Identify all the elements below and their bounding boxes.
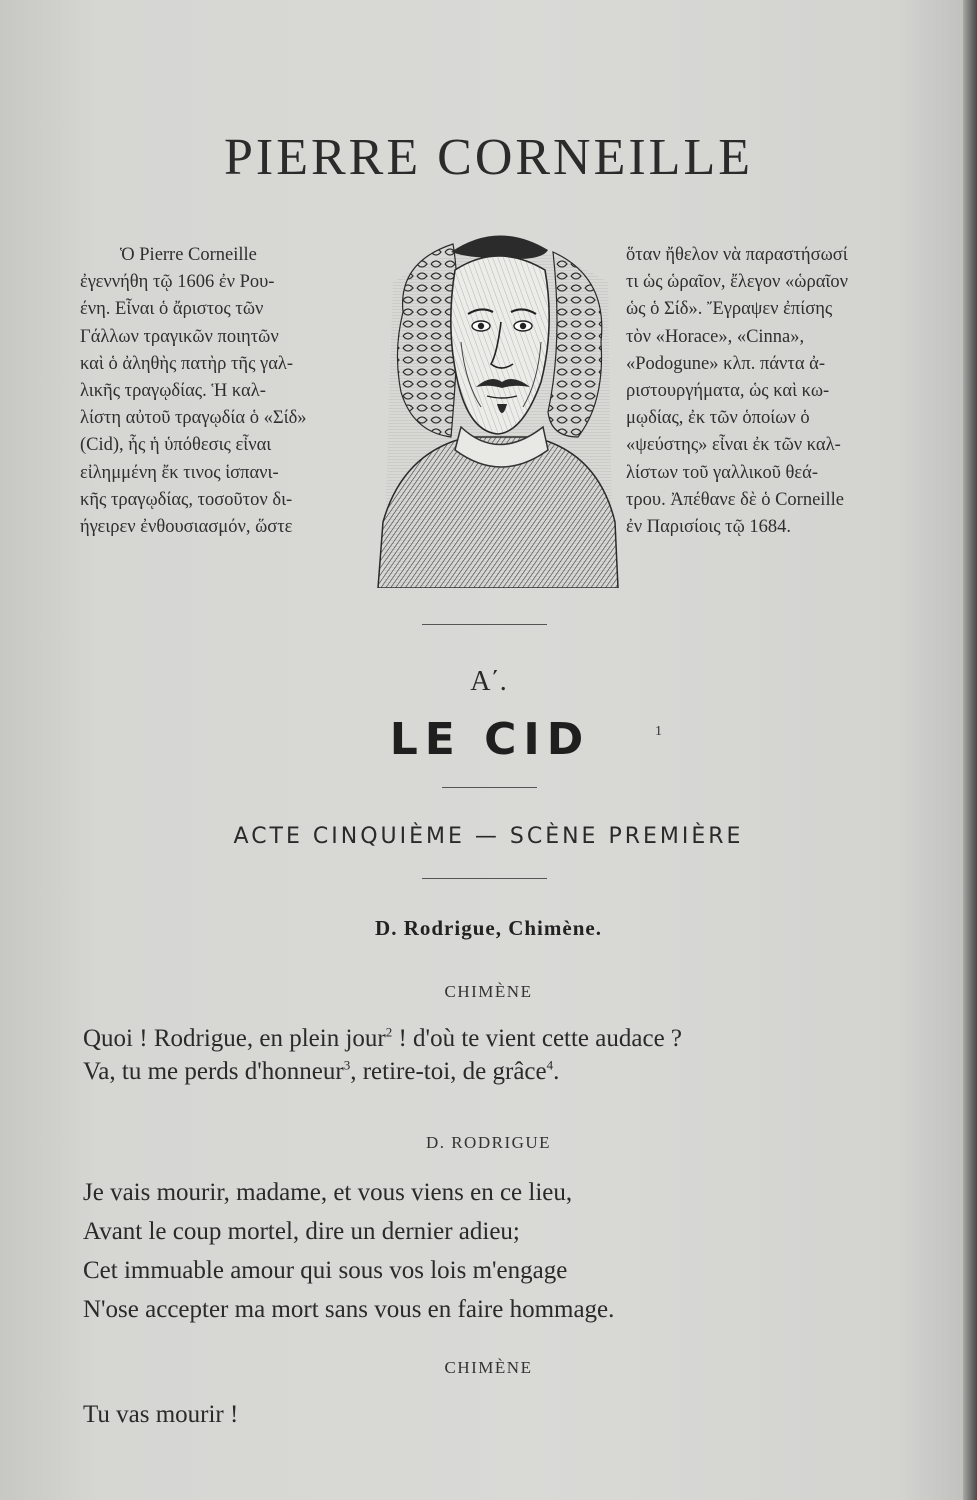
bio-left-line: εἰλημμένη ἔκ τινος ἱσπανι- xyxy=(80,462,279,483)
bio-right-line: «ψεύστης» εἶναι ἐκ τῶν καλ- xyxy=(626,435,841,456)
verse-block xyxy=(83,1022,682,1088)
act-number: A΄. xyxy=(470,666,507,697)
verse-text: , retire-toi, de grâce xyxy=(350,1058,547,1085)
verse-line xyxy=(83,1055,682,1088)
bio-left-line: Ὁ Pierre Corneille xyxy=(120,245,257,265)
footnote-marker: 4 xyxy=(546,1057,554,1073)
play-title-footnote: 1 xyxy=(655,724,662,739)
biography-left-column xyxy=(80,242,374,541)
bio-left-line: ήγειρεν ἐνθουσιασμόν, ὥστε xyxy=(80,517,293,538)
verse-text: . xyxy=(553,1058,560,1085)
speaker-name: D. RODRIGUE xyxy=(425,1133,552,1152)
bio-right-line: «Podogune» κλπ. πάντα ἀ- xyxy=(626,353,826,374)
verse-line: Tu vas mourir ! xyxy=(83,1401,239,1428)
verse-text: Quoi ! Rodrigue, en plein jour xyxy=(83,1025,386,1052)
speaker-name: CHIMÈNE xyxy=(444,982,533,1001)
bio-right-line: ὡς ὁ Σίδ». Ἔγραψεν ἐπίσης xyxy=(626,299,833,320)
verse-line: Avant le coup mortel, dire un dernier adieu; xyxy=(83,1218,520,1245)
corneille-portrait-image xyxy=(373,222,623,588)
bio-left-line: λίστη αὐτοῦ τραγῳδία ὁ «Σίδ» xyxy=(80,408,307,429)
bio-right-line: μῳδίας, ἐκ τῶν ὁποίων ὁ xyxy=(626,408,810,429)
bio-left-line: (Cid), ἧς ἡ ὑπόθεσις εἶναι xyxy=(80,435,272,456)
divider-rule xyxy=(422,878,547,879)
verse-block xyxy=(83,1398,238,1431)
biography-right-column xyxy=(626,242,908,541)
bio-left-line: Γάλλων τραγικῶν ποιητῶν xyxy=(80,326,279,347)
verse-line: N'ose accepter ma mort sans vous en faire hommage. xyxy=(83,1296,615,1323)
verse-text: Va, tu me perds d'honneur xyxy=(83,1058,344,1085)
character-list: D. Rodrigue, Chimène. xyxy=(375,916,602,940)
bio-right-line: ἐν Παρισίοις τῷ 1684. xyxy=(626,517,792,538)
speaker-name: CHIMÈNE xyxy=(444,1358,533,1377)
bio-right-line: τὸν «Horace», «Cinna», xyxy=(626,326,805,347)
verse-line: Je vais mourir, madame, et vous viens en ce lieu, xyxy=(83,1179,573,1206)
bio-right-line: ριστουργήματα, ὡς καὶ κω- xyxy=(626,381,830,402)
divider-rule xyxy=(422,624,547,625)
divider-rule xyxy=(442,787,537,788)
bio-left-line: ένη. Εἶναι ὁ ἄριστος τῶν xyxy=(80,299,264,320)
verse-line xyxy=(83,1022,682,1055)
footnote-marker: 2 xyxy=(385,1024,393,1040)
bio-left-line: λικῆς τραγῳδίας. Ἡ καλ- xyxy=(80,381,266,402)
footnote-marker: 3 xyxy=(343,1057,351,1073)
scene-heading: ACTE CINQUIÈME — SCÈNE PREMIÈRE xyxy=(233,824,744,849)
bio-right-line: ὅταν ἤθελον νὰ παραστήσωσί xyxy=(626,245,848,265)
bio-left-line: κῆς τραγῳδίας, τοσοῦτον δι- xyxy=(80,489,293,510)
bio-right-line: τι ὡς ὡραῖον, ἔλεγον «ὡραῖον xyxy=(626,272,848,293)
bio-right-line: λίστων τοῦ γαλλικοῦ θεά- xyxy=(626,462,818,483)
verse-block xyxy=(83,1173,614,1329)
verse-line: Cet immuable amour qui sous vos lois m'engage xyxy=(83,1257,568,1284)
bio-right-line: τρου. Ἀπέθανε δὲ ὁ Corneille xyxy=(626,489,844,510)
bio-left-line: ἐγεννήθη τῷ 1606 ἐν Ρου- xyxy=(80,272,275,293)
play-title: LE CID xyxy=(389,714,591,765)
page-edge-shadow xyxy=(963,0,977,1500)
page-title: PIERRE CORNEILLE xyxy=(224,129,753,186)
bio-left-line: καὶ ὁ ἀληθὴς πατὴρ τῆς γαλ- xyxy=(80,353,294,374)
verse-text: ! d'où te vient cette audace ? xyxy=(392,1025,683,1052)
